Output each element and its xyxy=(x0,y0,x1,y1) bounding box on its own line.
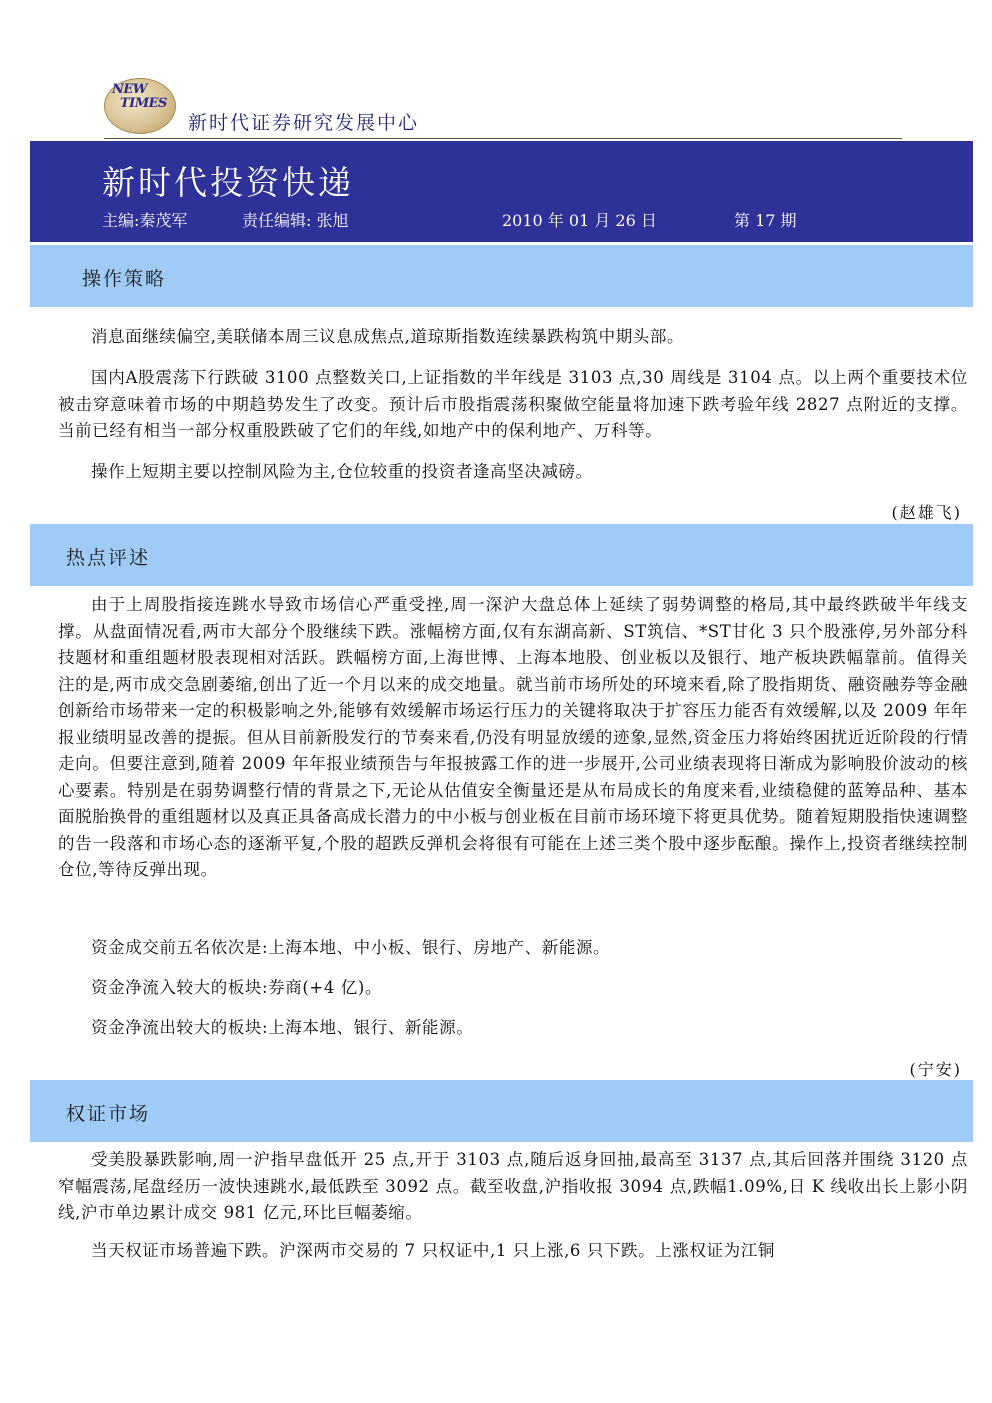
hotspots-paragraph: 资金净流入较大的板块:券商(+4 亿)。 xyxy=(91,978,383,997)
section-header-warrants xyxy=(30,1080,973,1142)
organization-name: 新时代证券研究发展中心 xyxy=(188,112,420,134)
hotspots-paragraph: 资金成交前五名依次是:上海本地、中小板、银行、房地产、新能源。 xyxy=(91,938,611,957)
section-title: 操作策略 xyxy=(82,268,167,290)
logo-wordmark xyxy=(106,83,184,111)
section-author: (宁安) xyxy=(909,1060,962,1079)
hotspots-paragraph: 由于上周股指接连跳水导致市场信心严重受挫,周一深沪大盘总体上延续了弱势调整的格局,其中最终跌破半年线支撑。从盘面情况看,两市大部分个股继续下跌。涨幅榜方面,仅有东湖高新、ST筑信、*ST甘化 3 只个股涨停,另外部分科技题材和重组题材股表现相对活跃。跌幅榜方面,上海世博、上海本地股、创业板以及银行、地产板块跌幅靠前。值得关注的是,两市成交急剧萎缩,创出了近一个月以来的成交地量。就当前市场所处的环境来看,除了股指期货、融资融券等金融创新给市场带来一定的积极影响之外,能够有效缓解市场运行压力的关键将取决于扩容压力能否有效缓解,以及 2009 年年报业绩明显改善的提振。但从目前新股发行的节奏来看,仍没有明显放缓的迹象,显然,资金压力将始终困扰近近阶段的行情走向。但要注意到,随着 2009 年年报业绩预告与年报披露工作的进一步展开,公司业绩表现将日渐成为影响股价波动的核心要素。特别是在弱势调整行情的背景之下,无论从估值安全衡量还是从布局成长的角度来看,业绩稳健的蓝筹品种、基本面脱胎换骨的重组题材以及真正具备高成长潜力的中小板与创业板在目前市场环境下将更具优势。随着短期股指快速调整的告一段落和市场心态的逐渐平复,个股的超跌反弹机会将很有可能在上述三类个股中逐步酝酿。操作上,投资者继续控制仓位,等待反弹出现。 xyxy=(58,595,968,879)
title-banner xyxy=(30,141,973,242)
new-times-logo xyxy=(104,78,182,134)
hotspots-paragraph: 资金净流出较大的板块:上海本地、银行、新能源。 xyxy=(91,1018,474,1037)
section-author: (赵雄飞) xyxy=(891,503,962,522)
publication-title: 新时代投资快递 xyxy=(102,163,354,202)
issue-date: 2010 年 01 月 26 日 xyxy=(502,211,657,230)
strategy-paragraph: 操作上短期主要以控制风险为主,仓位较重的投资者逢高坚决减磅。 xyxy=(91,462,593,481)
section-header-strategy xyxy=(30,245,973,307)
strategy-paragraph: 国内A股震荡下行跌破 3100 点整数关口,上证指数的半年线是 3103 点,30 周线是 3104 点。以上两个重要技术位被击穿意味着市场的中期趋势发生了改变。预计后市股指震荡积聚做空能量将加速下跌考验年线 2827 点附近的支撑。当前已经有相当一部分权重股跌破了它们的年线,如地产中的保利地产、万科等。 xyxy=(58,368,968,440)
section-title: 权证市场 xyxy=(66,1103,151,1125)
issue-number: 第 17 期 xyxy=(734,211,797,230)
header-divider xyxy=(104,138,902,139)
chief-editor: 主编:秦茂军 xyxy=(102,211,188,230)
section-title: 热点评述 xyxy=(66,547,151,569)
warrants-paragraph: 受美股暴跌影响,周一沪指早盘低开 25 点,开于 3103 点,随后返身回抽,最高至 3137 点,其后回落并围绕 3120 点窄幅震荡,尾盘经历一波快速跳水,最低跌至 3092 点。截至收盘,沪指收报 3094 点,跌幅1.09%,日 K 线收出长上影小阴线,沪市单边累计成交 981 亿元,环比巨幅萎缩。 xyxy=(58,1150,968,1222)
warrants-paragraph: 当天权证市场普遍下跌。沪深两市交易的 7 只权证中,1 只上涨,6 只下跌。上涨权证为江铜 xyxy=(91,1241,775,1260)
responsible-editor: 责任编辑: 张旭 xyxy=(242,211,349,230)
logo-word-times: TIMES xyxy=(120,96,167,111)
section-header-hotspots xyxy=(30,524,973,586)
strategy-paragraph: 消息面继续偏空,美联储本周三议息成焦点,道琼斯指数连续暴跌构筑中期头部。 xyxy=(91,327,685,346)
logo-word-new: NEW xyxy=(112,82,147,97)
